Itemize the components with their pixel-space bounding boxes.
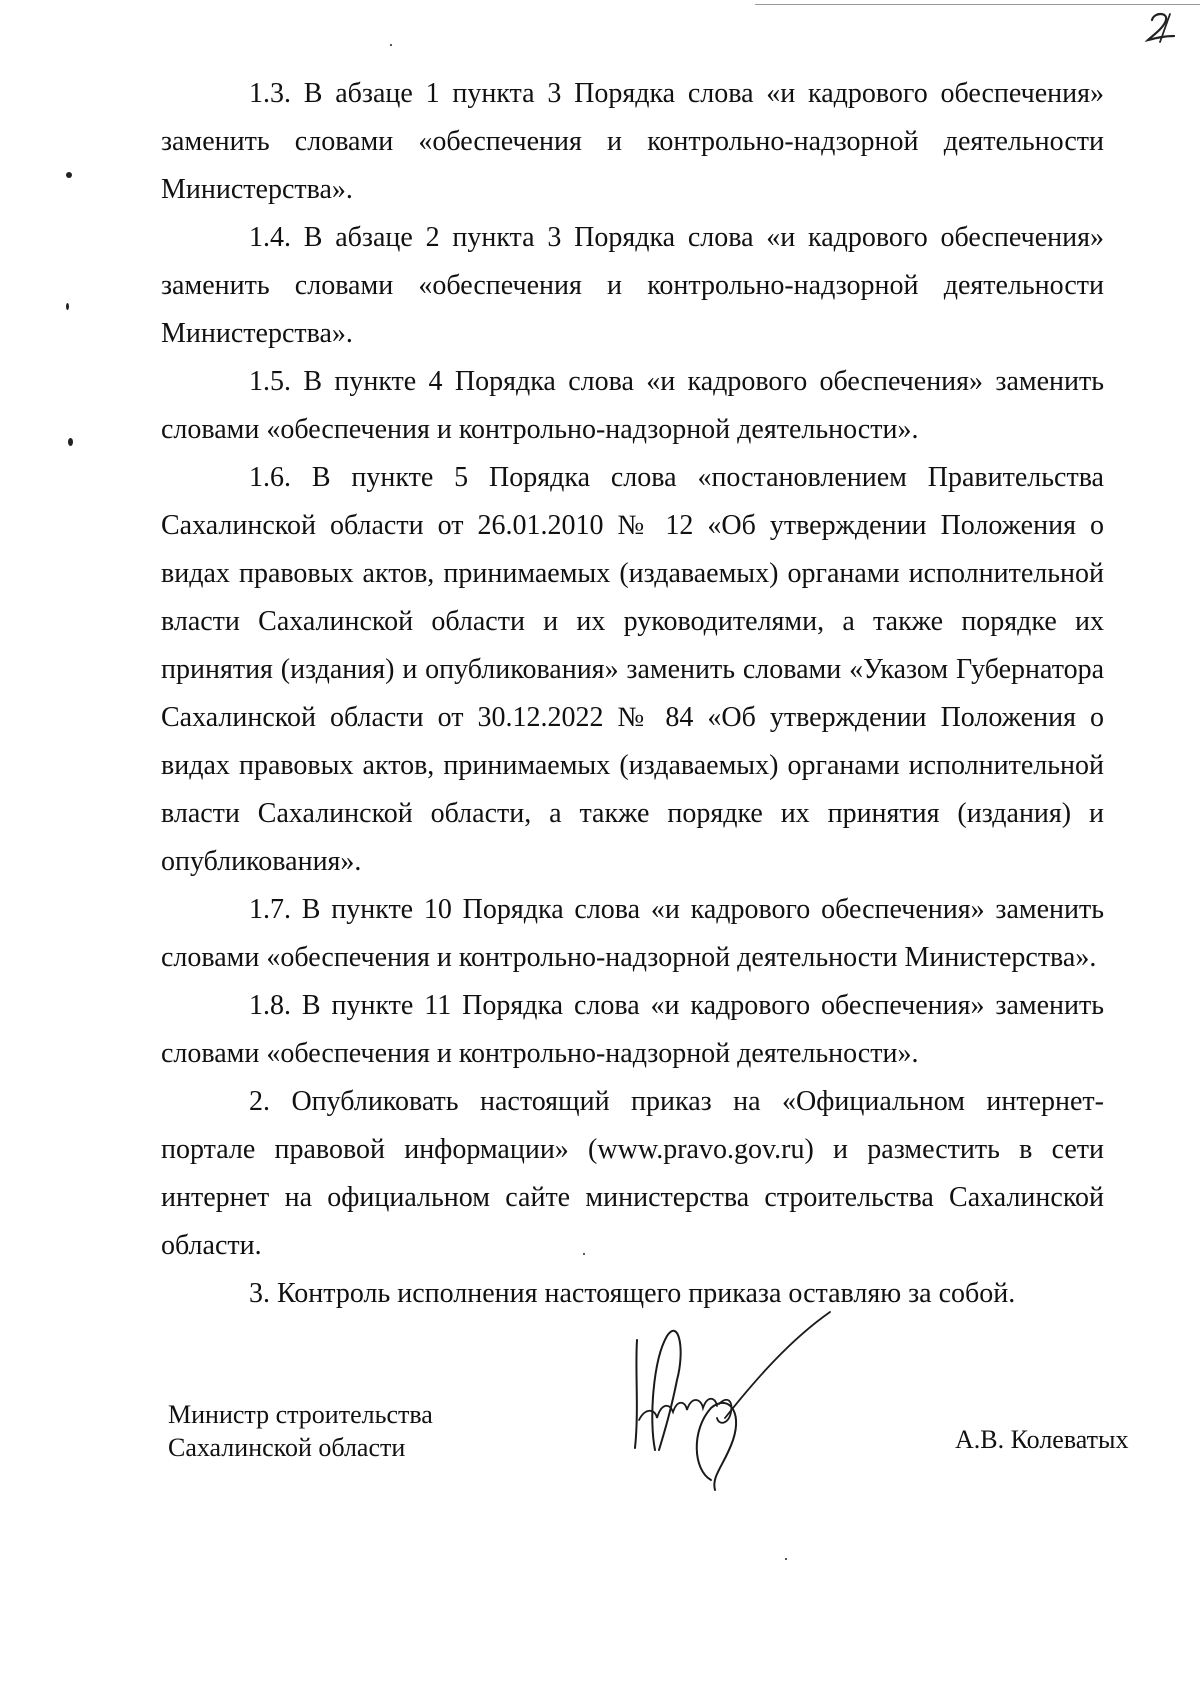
paragraph-1-7: 1.7. В пункте 10 Порядка слова «и кадрового обеспечения» заменить словами «обеспечения и контрольно-надзорной деятельности Министерства».	[161, 894, 1104, 973]
paragraph-1-4: 1.4. В абзаце 2 пункта 3 Порядка слова «и кадрового обеспечения» заменить словами «обеспечения и контрольно-надзорной деятельности Министерства».	[161, 222, 1104, 349]
document-body	[161, 70, 1104, 1318]
scan-speck	[68, 438, 73, 446]
handwritten-page-number	[1130, 6, 1190, 46]
paragraph-1-8: 1.8. В пункте 11 Порядка слова «и кадрового обеспечения» заменить словами «обеспечения и контрольно-надзорной деятельности».	[161, 990, 1104, 1069]
signatory-title-line-2: Сахалинской области	[168, 1433, 406, 1462]
top-scan-edge	[755, 4, 1200, 5]
paragraph-1-6: 1.6. В пункте 5 Порядка слова «постановлением Правительства Сахалинской области от 26.01.2010 № 12 «Об утверждении Положения о видах правовых актов, принимаемых (издаваемых) органами исполнительной власти Сахалинской области и их руководителями, а также порядке их принятия (издания) и опубликования» заменить словами «Указом Губернатора Сахалинской области от 30.12.2022 № 84 «Об утверждении Положения о видах правовых актов, принимаемых (издаваемых) органами исполнительной власти Сахалинской области, а также порядке их принятия (издания) и опубликования».	[161, 462, 1104, 877]
signatory-title	[168, 1398, 433, 1464]
scan-speck	[66, 303, 69, 310]
handwritten-signature	[615, 1300, 855, 1500]
scan-speck	[785, 1558, 787, 1560]
paragraph-1-5: 1.5. В пункте 4 Порядка слова «и кадрового обеспечения» заменить словами «обеспечения и контрольно-надзорной деятельности».	[161, 366, 1104, 445]
paragraph-2: 2. Опубликовать настоящий приказ на «Официальном интернет-портале правовой информации» (www.pravo.gov.ru) и разместить в сети интернет на официальном сайте министерства строительства Сахалинской области.	[161, 1086, 1104, 1261]
paragraph-3: 3. Контроль исполнения настоящего приказа оставляю за собой.	[249, 1278, 1016, 1309]
signatory-name: А.В. Колеватых	[955, 1425, 1129, 1454]
scan-speck	[66, 172, 72, 178]
signatory-title-line-1: Министр строительства	[168, 1400, 433, 1429]
scan-speck	[390, 44, 392, 46]
scan-speck	[583, 1253, 585, 1255]
paragraph-1-3: 1.3. В абзаце 1 пункта 3 Порядка слова «и кадрового обеспечения» заменить словами «обеспечения и контрольно-надзорной деятельности Министерства».	[161, 78, 1104, 205]
